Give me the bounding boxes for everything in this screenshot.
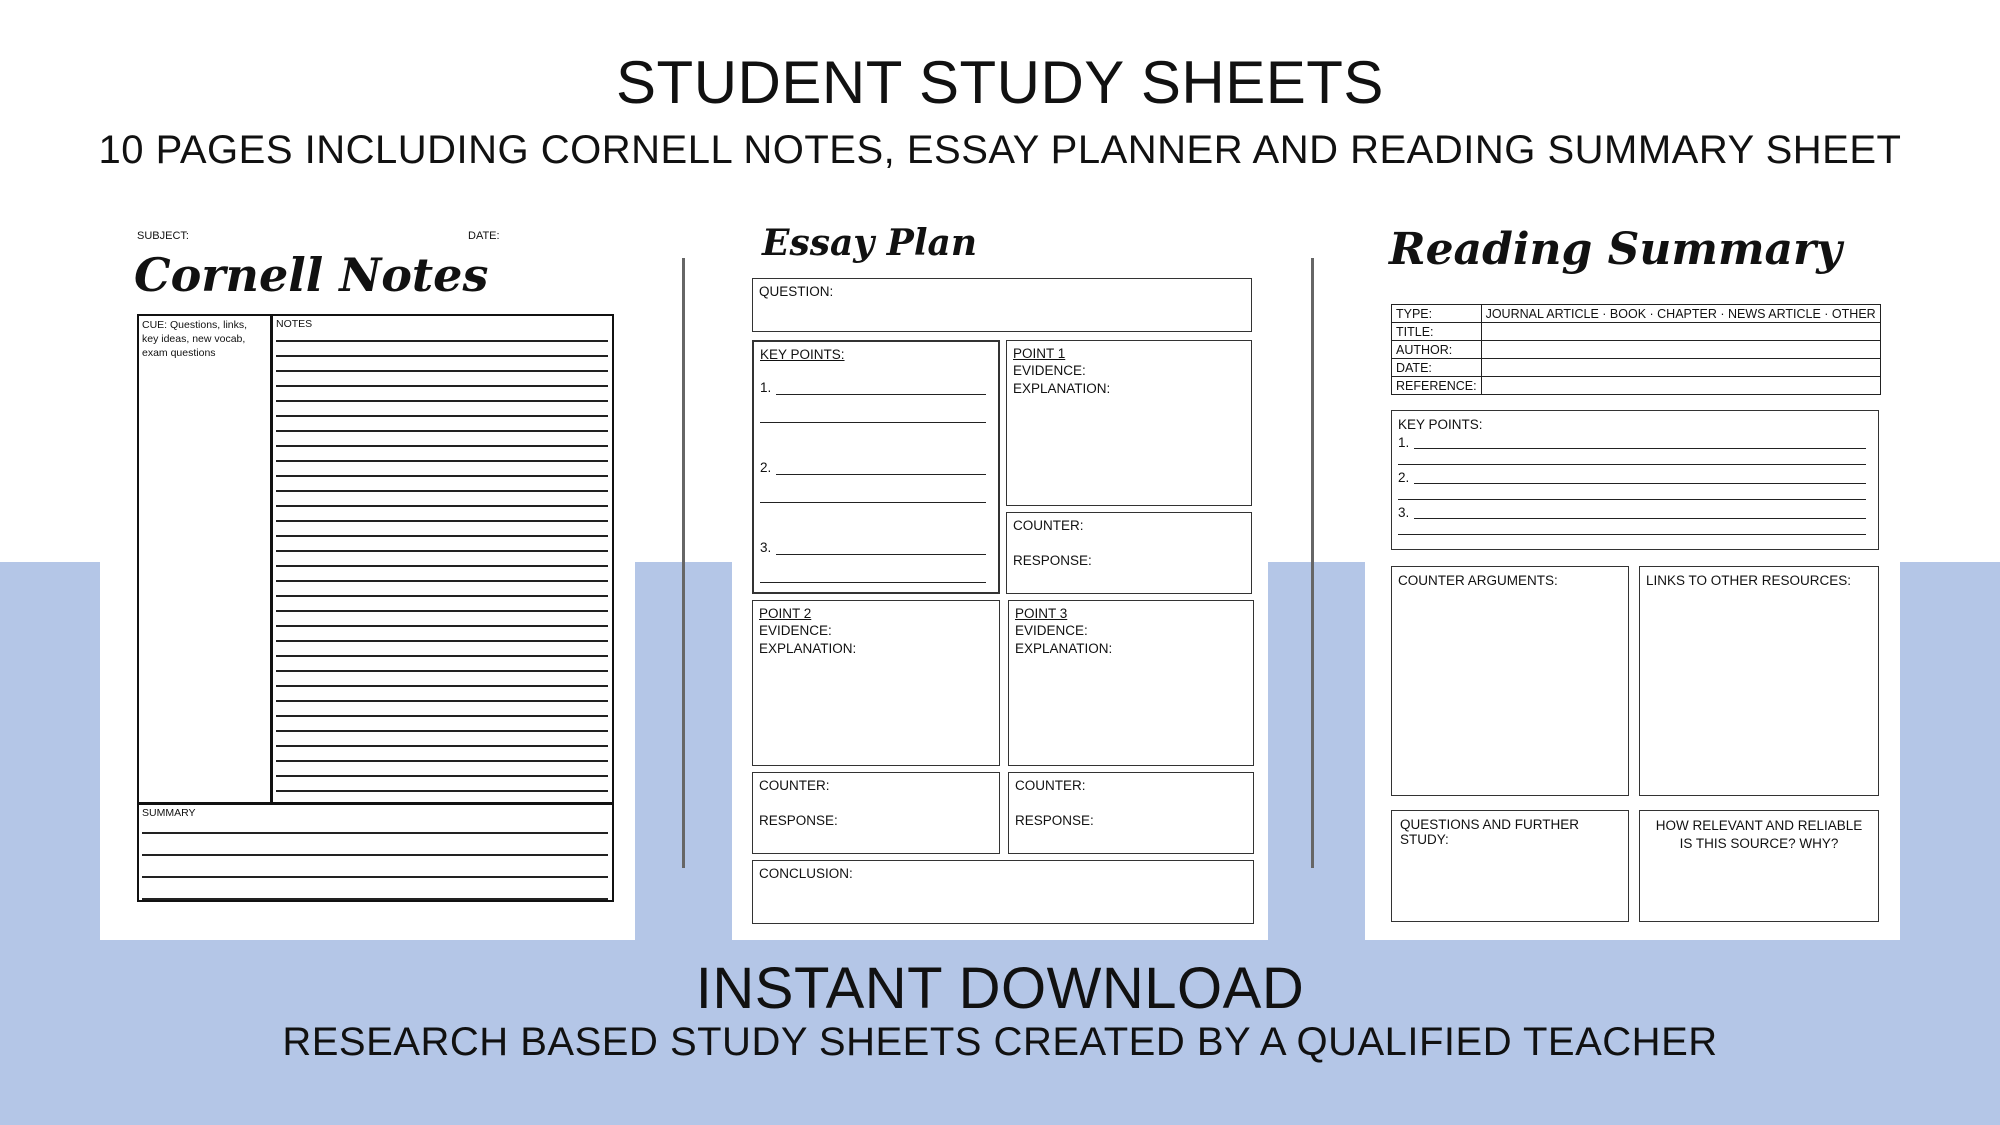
key-point-2: 2. [1398, 470, 1410, 485]
title-label: TITLE: [1392, 323, 1482, 341]
ruled-line [276, 400, 608, 402]
ruled-line [142, 832, 608, 834]
questions-label: QUESTIONS AND FURTHER STUDY: [1400, 817, 1580, 847]
divider [1311, 258, 1314, 868]
counter-label: COUNTER: [1015, 778, 1086, 793]
ruled-line [276, 505, 608, 507]
source-details-table [1391, 304, 1881, 395]
question-label: QUESTION: [759, 284, 834, 299]
ruled-line [276, 340, 608, 342]
author-label: AUTHOR: [1392, 341, 1482, 359]
ruled-line [276, 445, 608, 447]
point-1-label: POINT 1 [1013, 346, 1066, 361]
point-3-box [1008, 600, 1254, 766]
footer-subtitle: RESEARCH BASED STUDY SHEETS CREATED BY A QUALIFIED TEACHER [282, 1020, 1718, 1064]
key-points-box [1391, 410, 1879, 550]
point-2-box [752, 600, 1000, 766]
relevance-box [1639, 810, 1879, 922]
evidence-label: EVIDENCE: [1015, 623, 1088, 638]
ruled-line [276, 730, 608, 732]
links-label: LINKS TO OTHER RESOURCES: [1646, 573, 1852, 588]
type-label: TYPE: [1392, 305, 1482, 323]
summary-divider [137, 802, 614, 805]
ruled-line [276, 520, 608, 522]
ruled-line [142, 876, 608, 878]
explanation-label: EXPLANATION: [1013, 381, 1111, 396]
question-box [752, 278, 1252, 332]
ruled-line [276, 790, 608, 792]
counter-box [752, 772, 1000, 854]
ruled-line [276, 685, 608, 687]
ruled-line [276, 655, 608, 657]
relevance-label: HOW RELEVANT AND RELIABLE IS THIS SOURCE? WHY? [1655, 818, 1863, 851]
counter-box [1008, 772, 1254, 854]
ruled-line [276, 760, 608, 762]
essay-title: Essay Plan [762, 222, 977, 264]
page-subtitle: 10 PAGES INCLUDING CORNELL NOTES, ESSAY PLANNER AND READING SUMMARY SHEET [98, 128, 1902, 172]
ruled-line [276, 475, 608, 477]
key-points-box [752, 340, 1000, 594]
ruled-line [276, 625, 608, 627]
line [1414, 448, 1866, 449]
counter-arguments-label: COUNTER ARGUMENTS: [1398, 573, 1558, 588]
cue-label: CUE: Questions, links, key ideas, new vocab, exam questions [142, 319, 248, 359]
cornell-frame [137, 314, 614, 902]
key-point-3: 3. [1398, 505, 1410, 520]
point-1-box [1006, 340, 1252, 506]
ruled-line [276, 370, 608, 372]
ruled-line [276, 355, 608, 357]
line [1414, 483, 1866, 484]
divider [682, 258, 685, 868]
reading-summary-sheet [1365, 210, 1900, 940]
date-label: DATE: [1392, 359, 1482, 377]
reference-label: REFERENCE: [1392, 377, 1482, 395]
conclusion-box [752, 860, 1254, 924]
ruled-line [276, 775, 608, 777]
cue-divider [270, 314, 273, 804]
counter-label: COUNTER: [1013, 518, 1084, 533]
explanation-label: EXPLANATION: [759, 641, 857, 656]
date-label: DATE: [468, 230, 500, 242]
ruled-line [276, 550, 608, 552]
ruled-line [276, 745, 608, 747]
explanation-label: EXPLANATION: [1015, 641, 1113, 656]
key-points-label: KEY POINTS: [760, 347, 845, 362]
point-3-label: POINT 3 [1015, 606, 1068, 621]
cornell-notes-sheet [100, 210, 635, 940]
ruled-line [276, 595, 608, 597]
ruled-line [276, 640, 608, 642]
key-point-1: 1. [1398, 435, 1410, 450]
reading-title: Reading Summary [1389, 224, 1842, 275]
ruled-line [142, 898, 608, 900]
ruled-line [276, 490, 608, 492]
line [760, 422, 986, 423]
line [1398, 499, 1866, 500]
footer-title: INSTANT DOWNLOAD [695, 956, 1305, 1021]
key-point-2: 2. [760, 460, 772, 475]
ruled-line [276, 670, 608, 672]
line [776, 554, 986, 555]
ruled-line [276, 565, 608, 567]
essay-plan-sheet [732, 210, 1268, 940]
type-options: JOURNAL ARTICLE · BOOK · CHAPTER · NEWS ARTICLE · OTHER [1481, 305, 1880, 323]
counter-arguments-box [1391, 566, 1629, 796]
questions-box [1391, 810, 1629, 922]
response-label: RESPONSE: [1013, 553, 1092, 568]
line [776, 394, 986, 395]
subject-label: SUBJECT: [137, 230, 189, 242]
page-title: STUDENT STUDY SHEETS [616, 49, 1384, 116]
key-point-1: 1. [760, 380, 772, 395]
key-point-3: 3. [760, 540, 772, 555]
response-label: RESPONSE: [759, 813, 838, 828]
response-label: RESPONSE: [1015, 813, 1094, 828]
ruled-line [276, 460, 608, 462]
ruled-line [276, 385, 608, 387]
links-box [1639, 566, 1879, 796]
line [776, 474, 986, 475]
line [760, 582, 986, 583]
counter-box [1006, 512, 1252, 594]
point-2-label: POINT 2 [759, 606, 812, 621]
counter-label: COUNTER: [759, 778, 830, 793]
ruled-line [276, 415, 608, 417]
notes-label: NOTES [276, 318, 313, 330]
evidence-label: EVIDENCE: [759, 623, 832, 638]
conclusion-label: CONCLUSION: [759, 866, 853, 881]
ruled-line [276, 535, 608, 537]
ruled-line [276, 715, 608, 717]
line [1398, 534, 1866, 535]
ruled-line [276, 700, 608, 702]
key-points-label: KEY POINTS: [1398, 417, 1483, 432]
ruled-line [276, 580, 608, 582]
ruled-line [142, 854, 608, 856]
cornell-title: Cornell Notes [134, 248, 489, 302]
evidence-label: EVIDENCE: [1013, 363, 1086, 378]
ruled-line [276, 430, 608, 432]
line [1414, 518, 1866, 519]
ruled-line [276, 610, 608, 612]
line [760, 502, 986, 503]
summary-label: SUMMARY [142, 807, 196, 819]
line [1398, 464, 1866, 465]
